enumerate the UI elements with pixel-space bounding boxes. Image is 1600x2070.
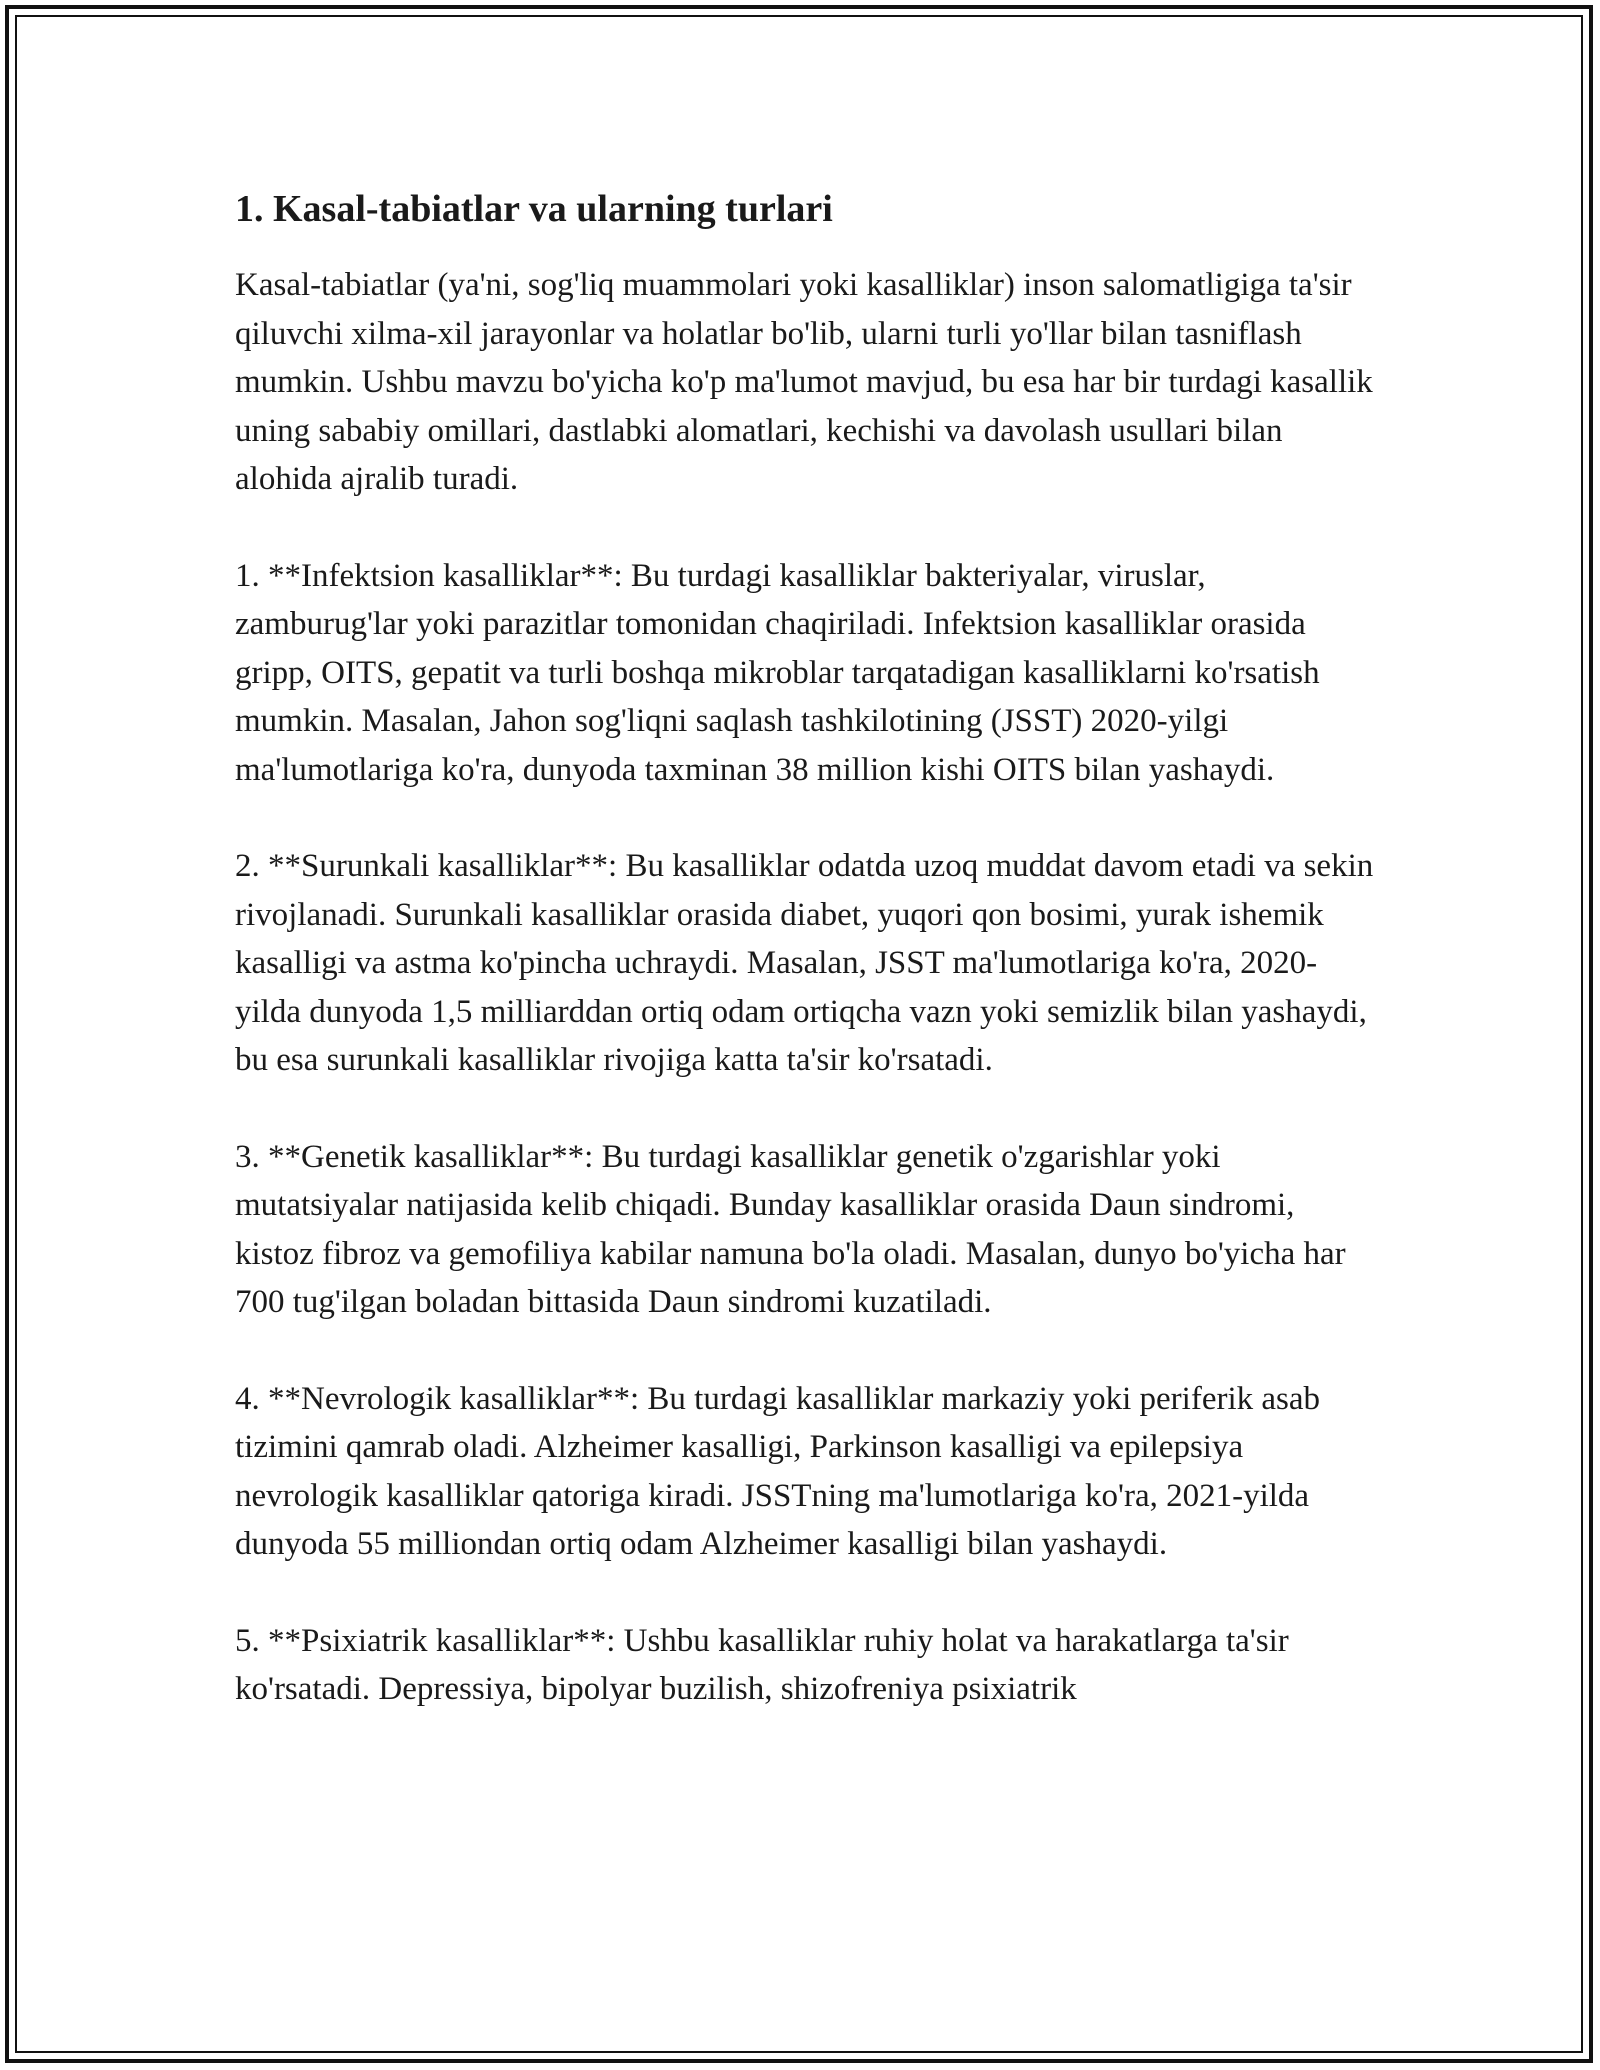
document-body: [235, 185, 1375, 1762]
neurological-diseases-paragraph: 4. **Nevrologik kasalliklar**: Bu turdagi kasalliklar markaziy yoki periferik asab tizimini qamrab oladi. Alzheimer kasalligi, Parkinson kasalligi va epilepsiya nevrologik kasalliklar qatoriga kiradi. JSSTning ma'lumotlariga ko'ra, 2021-yilda dunyoda 55 milliondan ortiq odam Alzheimer kasalligi bilan yashaydi.: [235, 1380, 1321, 1562]
infectious-diseases-paragraph: 1. **Infektsion kasalliklar**: Bu turdagi kasalliklar bakteriyalar, viruslar, zamburug'lar yoki parazitlar tomonidan chaqiriladi. Infektsion kasalliklar orasida gripp, OITS, gepatit va turli boshqa mikroblar tarqatadigan kasalliklarni ko'rsatish mumkin. Masalan, Jahon sog'liqni saqlash tashkilotining (JSST) 2020-yilgi ma'lumotlariga ko'ra, dunyoda taxminan 38 million kishi OITS bilan yashaydi.: [235, 557, 1320, 788]
chronic-diseases-paragraph: 2. **Surunkali kasalliklar**: Bu kasalliklar odatda uzoq muddat davom etadi va sekin rivojlanadi. Surunkali kasalliklar orasida diabet, yuqori qon bosimi, yurak ishemik kasalligi va astma ko'pincha uchraydi. Masalan, JSST ma'lumotlariga ko'ra, 2020-yilda dunyoda 1,5 milliarddan ortiq odam ortiqcha vazn yoki semizlik bilan yashaydi, bu esa surunkali kasalliklar rivojiga katta ta'sir ko'rsatadi.: [235, 848, 1374, 1078]
document-title: 1. Kasal-tabiatlar va ularning turlari: [235, 188, 833, 230]
psychiatric-diseases-paragraph: 5. **Psixiatrik kasalliklar**: Ushbu kasalliklar ruhiy holat va harakatlarga ta'sir ko'rsatadi. Depressiya, bipolyar buzilish, shizofreniya psixiatrik: [235, 1622, 1289, 1707]
genetic-diseases-paragraph: 3. **Genetik kasalliklar**: Bu turdagi kasalliklar genetik o'zgarishlar yoki mutatsiyalar natijasida kelib chiqadi. Bunday kasalliklar orasida Daun sindromi, kistoz fibroz va gemofiliya kabilar namuna bo'la oladi. Masalan, dunyo bo'yicha har 700 tug'ilgan boladan bittasida Daun sindromi kuzatiladi.: [235, 1138, 1346, 1320]
intro-paragraph: Kasal-tabiatlar (ya'ni, sog'liq muammolari yoki kasalliklar) inson salomatligiga ta'sir qiluvchi xilma-xil jarayonlar va holatlar bo'lib, ularni turli yo'llar bilan tasniflash mumkin. Ushbu mavzu bo'yicha ko'p ma'lumot mavjud, bu esa har bir turdagi kasallik uning sababiy omillari, dastlabki alomatlari, kechishi va davolash usullari bilan alohida ajralib turadi.: [235, 267, 1373, 497]
